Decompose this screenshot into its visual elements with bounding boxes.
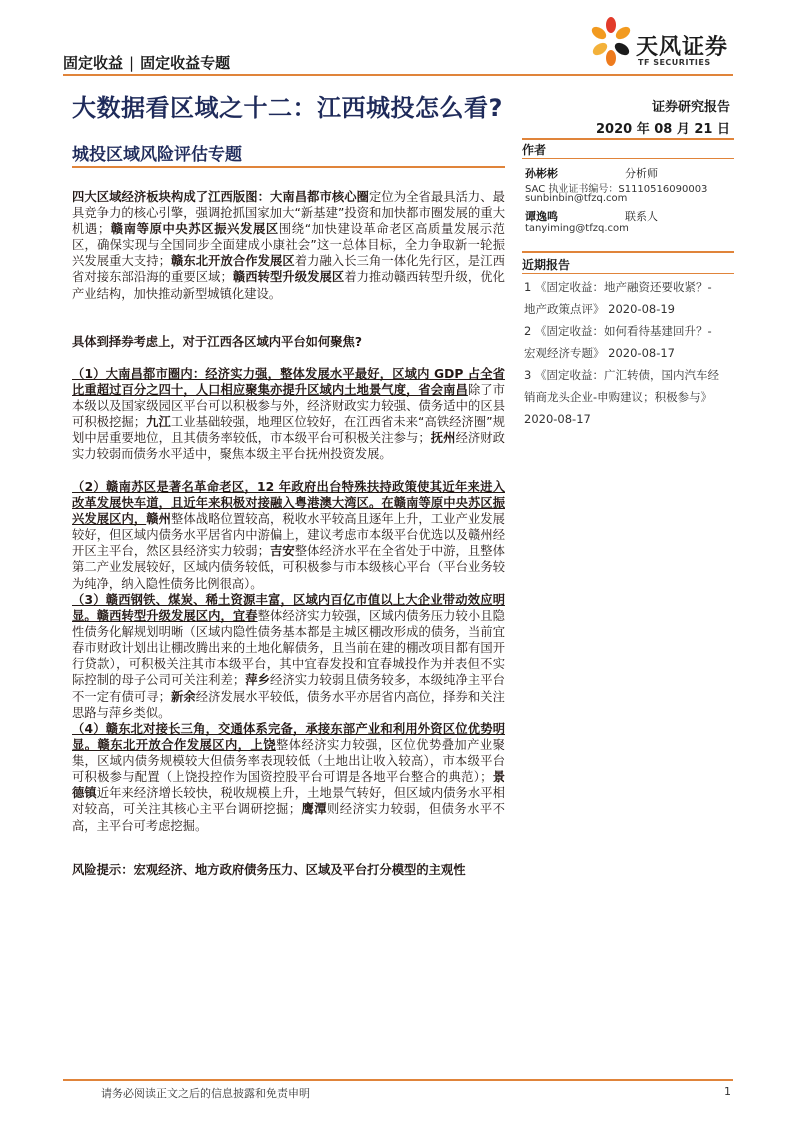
- intro-segment: 围绕“加快建设革命老区高质量发展示范区，确保实现与全国同步全面建成小康社会”这一总体目标，全力争取新一轮振兴发展重大支持；: [72, 222, 505, 269]
- recent-label: 近期报告: [522, 258, 571, 272]
- recent-report-line: 宏观经济专题》 2020-08-17: [524, 346, 675, 360]
- section-3-paragraph: [72, 592, 505, 721]
- intro-segment: 赣南等原中央苏区振兴发展区: [110, 222, 279, 237]
- brand-logo: [588, 16, 738, 72]
- section-4-segment: （4）赣东北对接长三角，交通体系完备，承接东部产业和利用外资区位优势明显。赣东北开放合作发展区内，上饶: [72, 722, 505, 753]
- footer-rule: [63, 1079, 733, 1081]
- section-2-paragraph: [72, 479, 505, 592]
- recent-report-item[interactable]: [524, 320, 736, 364]
- recent-report-line: 地产政策点评》 2020-08-19: [524, 302, 675, 316]
- section-1-segment: 经济财政实力较弱而债务水平适中，聚焦本级主平台抚州投资发展。: [72, 431, 505, 462]
- footer-disclaimer[interactable]: 请务必阅读正文之后的信息披露和免责申明: [101, 1087, 310, 1100]
- section-4-segment: 则经济实力较弱，但债务水平不高，主平台可考虑挖掘。: [72, 802, 505, 833]
- section-3-segment: （3）赣西钢铁、煤炭、稀土资源丰富，区域内百亿市值以上大企业带动效应明显。赣西转型升级发展区内，宜春: [72, 593, 505, 624]
- page-number: 1: [724, 1085, 731, 1098]
- risk-warning: [72, 862, 505, 878]
- brand-name-cn: 天风证券: [636, 35, 729, 60]
- section-4-segment: 鹰潭: [301, 802, 327, 817]
- intro-segment: 赣西转型升级发展区: [232, 270, 345, 285]
- recent-report-line: 2 《固定收益：如何看待基建回升？-: [524, 324, 712, 338]
- recent-report-item[interactable]: [524, 276, 736, 320]
- intro-paragraph: [72, 189, 505, 302]
- header-rule: [63, 74, 733, 76]
- section-1-segment: 抚州: [430, 431, 456, 446]
- subcategory-label: 固定收益专题: [140, 54, 231, 72]
- report-type: 证券研究报告: [651, 100, 730, 115]
- recent-report-item[interactable]: [524, 364, 736, 430]
- section-2-segment: 整体经济水平在全省处于中游，且整体第二产业发展较好，区域内债务较低，可积极参与市本级核心平台（平台业务较为纯净，纳入隐性债务比例很高）。: [72, 544, 505, 591]
- author-1-role: 分析师: [625, 167, 658, 180]
- author-1: [525, 165, 658, 181]
- flower-logo-icon: [588, 16, 634, 68]
- author-2: [525, 208, 658, 224]
- intro-segment: 四大区域经济板块构成了江西版图：大南昌都市核心圈: [72, 190, 369, 204]
- section-1-segment: （1）大南昌都市圈内：经济实力强，整体发展水平最好，区域内 GDP 占全省比重超过百分之四十，人口相应聚集亦提升区域内土地景气度，省会南昌: [72, 367, 505, 398]
- author-2-role: 联系人: [625, 210, 658, 223]
- section-4-segment: 景德镇: [72, 770, 505, 801]
- recent-report-line: 3 《固定收益：广汇转债，国内汽车经: [524, 368, 719, 382]
- section-1-paragraph: [72, 366, 505, 463]
- section-4-paragraph: [72, 721, 505, 834]
- recent-thin-rule: [522, 273, 734, 274]
- brand-name-en: TF SECURITIES: [638, 58, 711, 67]
- recent-report-line: 1 《固定收益：地产融资还要收紧？-: [524, 280, 712, 294]
- authors-rule: [522, 138, 734, 140]
- authors-thin-rule: [522, 158, 734, 159]
- section-1-segment: 除了市本级以及国家级园区平台可以积极参与外，经济财政实力较强、债务适中的区县可积极挖掘；: [72, 383, 505, 430]
- risk-text: 风险提示：宏观经济、地方政府债务压力、区域及平台打分模型的主观性: [72, 863, 466, 877]
- section-2-segment: 整体战略位置较高，税收水平较高且逐年上升，工业产业发展较好，但区域内债务水平居省内中游偏上，建议考虑市本级平台优选以及赣州经开区主平台，然区县经济实力较弱；: [72, 512, 505, 559]
- category-separator: |: [129, 54, 135, 72]
- section-3-segment: 经济实力较弱且债务较多，本级纯净主平台不一定有债可寻；: [72, 673, 505, 704]
- page-title: 大数据看区域之十二：江西城投怎么看?: [72, 94, 503, 122]
- author-1-email[interactable]: sunbinbin@tfzq.com: [525, 193, 628, 204]
- question-heading: [72, 334, 505, 350]
- intro-segment: 赣东北开放合作发展区: [170, 254, 295, 269]
- author-2-name: 谭逸鸣: [525, 210, 558, 223]
- section-1-segment: 工业基础较强，地理区位较好，在江西省未来“高铁经济圈”规划中居重要地位，且其债务率较低，市本级平台可积极关注参与；: [72, 415, 505, 446]
- recent-report-line: 2020-08-17: [524, 412, 591, 426]
- section-2-segment: 吉安: [269, 544, 295, 559]
- page-subtitle: 城投区域风险评估专题: [72, 145, 242, 165]
- section-3-segment: 经济发展水平较低，债务水平亦居省内高位，择券和关注思路与萍乡类似。: [72, 689, 505, 720]
- author-2-email[interactable]: tanyiming@tfzq.com: [525, 223, 629, 234]
- section-3-segment: 新余: [170, 689, 196, 704]
- section-2-segment: （2）赣南苏区是著名革命老区，12 年政府出台特殊扶持政策使其近年来进入改革发展快车道，且近年来积极对接融入粤港澳大湾区。在赣南等原中央苏区振兴发展区内，: [72, 480, 505, 527]
- intro-segment: 着力融入长三角一体化先行区，是江西省对接东部沿海的重要区域；: [72, 254, 505, 285]
- section-2-segment: 赣州: [146, 512, 171, 527]
- title-rule: [72, 166, 505, 168]
- intro-segment: 着力推动赣西转型升级，优化产业结构，加快推动新型城镇化建设。: [72, 270, 505, 301]
- question-text: 具体到择券考虑上，对于江西各区域内平台如何聚焦?: [72, 335, 362, 349]
- author-1-cert: SAC 执业证书编号：S1110516090003: [525, 184, 708, 195]
- author-1-name: 孙彬彬: [525, 167, 558, 180]
- section-3-segment: 萍乡: [245, 673, 270, 688]
- recent-rule: [522, 251, 734, 253]
- category-label: 固定收益: [63, 54, 124, 72]
- recent-reports-list: [524, 276, 736, 430]
- authors-label: 作者: [522, 143, 547, 157]
- header-category: [63, 52, 230, 73]
- recent-report-line: 销商龙头企业-申购建议；积极参与》: [524, 390, 713, 404]
- section-1-segment: 九江: [146, 415, 171, 430]
- report-date: 2020 年 08 月 21 日: [596, 122, 730, 137]
- section-4-segment: 整体经济实力较强，区位优势叠加产业聚集，区域内债务规模较大但债务率表现较低（土地出让收入较高），市本级平台可积极参与配置（上饶投控作为国资控股平台可谓是各地平台整合的典范）；: [72, 738, 505, 785]
- section-3-segment: 整体经济实力较强，区域内债务压力较小且隐性债务化解规划明晰（区域内隐性债务基本都是主城区棚改形成的债务，当前宜春市财政计划出让棚改腾出来的土地化解债务，且当前在建的棚改项目都有国开行贷款），可积极关注其市本级平台，其中宜春发投和宜春城投作为并表但不实际控制的母子公司可关注利差；: [72, 609, 505, 688]
- section-4-segment: 近年来经济增长较快，税收规模上升，土地景气转好，但区域内债务水平相对较高，可关注其核心主平台调研挖掘；: [72, 786, 505, 817]
- intro-segment: 定位为全省最具活力、最具竞争力的核心引擎，强调抢抓国家加大“新基建”投资和加快都市圈发展的重大机遇；: [72, 190, 505, 237]
